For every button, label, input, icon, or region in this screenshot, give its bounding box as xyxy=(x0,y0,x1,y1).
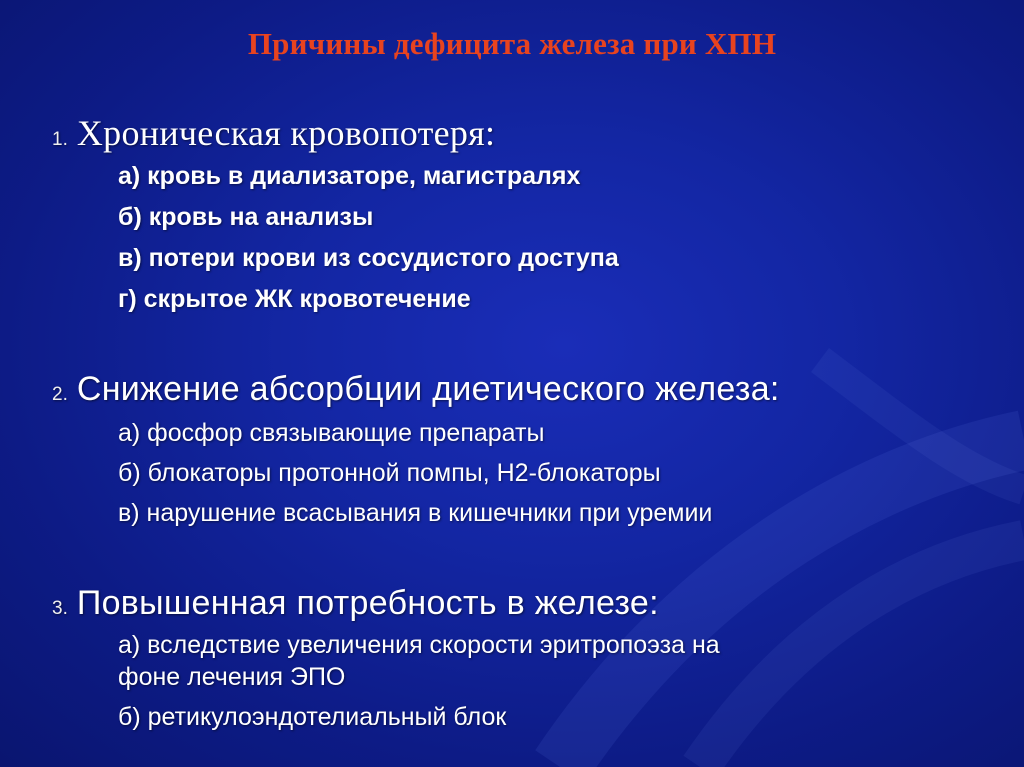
section-3-heading xyxy=(52,584,720,623)
section-2-list xyxy=(52,413,780,533)
section-1-title: Хроническая кровопотеря: xyxy=(76,113,496,153)
list-item: в) потери крови из сосудистого доступа xyxy=(118,244,619,272)
section-2-heading xyxy=(52,370,780,409)
section-2-title: Снижение абсорбции диетического железа: xyxy=(76,370,780,408)
list-item: б) блокаторы протонной помпы, Н2-блокаторы xyxy=(118,459,661,487)
section-1-heading xyxy=(52,112,619,154)
section-2 xyxy=(52,370,780,533)
list-item: б) кровь на анализы xyxy=(118,203,374,231)
list-item: а) фосфор связывающие препараты xyxy=(118,419,545,447)
section-2-number: 2. xyxy=(52,384,68,405)
slide-title: Причины дефицита железа при ХПН xyxy=(247,26,777,61)
list-item: в) нарушение всасывания в кишечники при уремии xyxy=(118,499,713,527)
section-3-number: 3. xyxy=(52,598,68,619)
list-item xyxy=(118,629,720,697)
list-item: г) скрытое ЖК кровотечение xyxy=(118,285,471,313)
list-item-line-1: а) вследствие увеличения скорости эритропоэза на xyxy=(118,631,720,659)
list-item: а) кровь в диализаторе, магистралях xyxy=(118,162,581,190)
section-1 xyxy=(52,112,619,320)
section-3-list xyxy=(52,629,720,737)
list-item-line-2: фоне лечения ЭПО xyxy=(118,663,346,691)
section-1-number: 1. xyxy=(52,129,68,150)
section-3-title: Повышенная потребность в железе: xyxy=(76,584,659,622)
section-3 xyxy=(52,584,720,737)
section-1-list xyxy=(52,156,619,320)
list-item: б) ретикулоэндотелиальный блок xyxy=(118,703,507,731)
